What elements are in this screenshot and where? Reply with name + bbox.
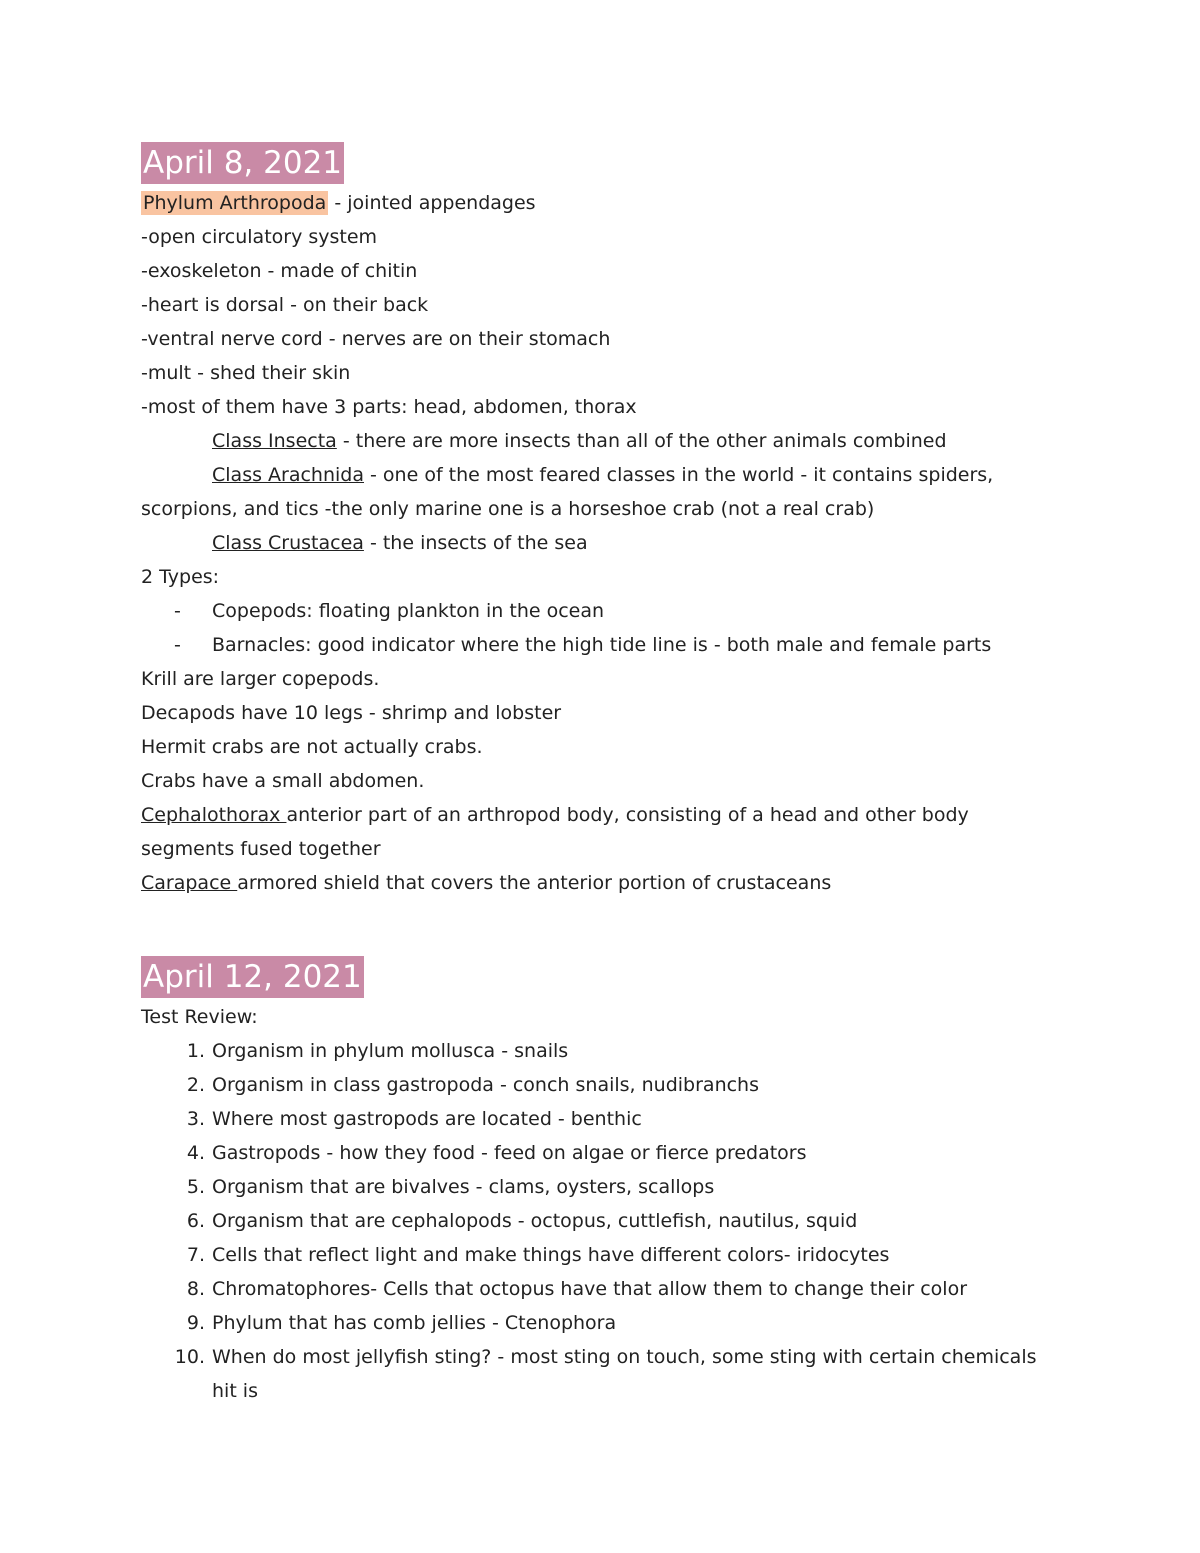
note-line: -heart is dorsal - on their back — [141, 294, 429, 316]
review-item — [141, 1068, 1061, 1102]
carapace-term: Carapace — [141, 872, 238, 894]
section-1-date: April 8, 2021 — [141, 142, 344, 184]
review-item-number: 3. — [186, 1108, 205, 1130]
note-line: -most of them have 3 parts: head, abdomen, thorax — [141, 396, 637, 418]
phylum-description: - jointed appendages — [328, 192, 536, 214]
review-item-text: Where most gastropods are located - benthic — [212, 1108, 642, 1130]
review-item-number: 4. — [186, 1142, 205, 1164]
note-line: Krill are larger copepods. — [141, 668, 380, 690]
type-list-item — [141, 628, 1061, 662]
class-crustacea-description: - the insects of the sea — [363, 532, 588, 554]
test-review-label: Test Review: — [141, 1006, 258, 1028]
cephalothorax-continuation: segments fused together — [141, 838, 381, 860]
review-item — [141, 1136, 1061, 1170]
class-arachnida-line — [141, 458, 1061, 492]
section-spacer — [141, 900, 1061, 954]
note-line: -exoskeleton - made of chitin — [141, 260, 418, 282]
review-item-number: 8. — [186, 1278, 205, 1300]
carapace-line — [141, 866, 1061, 900]
review-item-number: 2. — [186, 1074, 205, 1096]
bullet-dash: - — [174, 600, 181, 622]
note-line: Hermit crabs are not actually crabs. — [141, 736, 483, 758]
class-arachnida-continuation: scorpions, and tics -the only marine one is a horseshoe crab (not a real crab) — [141, 498, 875, 520]
type-text: Barnacles: good indicator where the high tide line is - both male and female parts — [212, 634, 992, 656]
review-item-number: 5. — [186, 1176, 205, 1198]
section-2-date: April 12, 2021 — [141, 956, 364, 998]
section-1-date-row — [141, 140, 1061, 186]
review-item-text: Organism that are bivalves - clams, oysters, scallops — [212, 1176, 715, 1198]
types-label: 2 Types: — [141, 566, 220, 588]
review-item — [141, 1340, 1061, 1408]
review-item-text: Cells that reflect light and make things have different colors- iridocytes — [212, 1244, 890, 1266]
carapace-definition: armored shield that covers the anterior portion of crustaceans — [237, 872, 832, 894]
class-insecta-line — [141, 424, 1061, 458]
cephalothorax-term: Cephalothorax — [141, 804, 287, 826]
review-item-text: Organism in phylum mollusca - snails — [212, 1040, 569, 1062]
class-insecta-description: - there are more insects than all of the other animals combined — [336, 430, 947, 452]
phylum-term: Phylum Arthropoda — [143, 192, 327, 214]
type-list-item — [141, 594, 1061, 628]
class-arachnida-term: Class Arachnida — [212, 464, 364, 486]
review-item-text: Phylum that has comb jellies - Ctenophora — [212, 1312, 617, 1334]
note-line: Decapods have 10 legs - shrimp and lobster — [141, 702, 562, 724]
notes-page — [141, 140, 1061, 1408]
note-line: -open circulatory system — [141, 226, 378, 248]
review-item-text: When do most jellyfish sting? - most sting on touch, some sting with certain chemicals hit is — [212, 1346, 1037, 1402]
review-item-text: Organism that are cephalopods - octopus, cuttlefish, nautilus, squid — [212, 1210, 858, 1232]
class-crustacea-line — [141, 526, 1061, 560]
review-item-number: 7. — [186, 1244, 205, 1266]
bullet-dash: - — [174, 634, 181, 656]
note-line: Crabs have a small abdomen. — [141, 770, 425, 792]
class-insecta-term: Class Insecta — [212, 430, 337, 452]
phylum-line — [141, 186, 1061, 220]
review-item — [141, 1204, 1061, 1238]
review-item-text: Gastropods - how they food - feed on algae or fierce predators — [212, 1142, 807, 1164]
review-item — [141, 1306, 1061, 1340]
review-item-number: 6. — [186, 1210, 205, 1232]
class-arachnida-description: - one of the most feared classes in the world - it contains spiders, — [364, 464, 994, 486]
class-crustacea-term: Class Crustacea — [212, 532, 364, 554]
review-item — [141, 1102, 1061, 1136]
cephalothorax-definition: anterior part of an arthropod body, consisting of a head and other body — [286, 804, 969, 826]
review-item-number: 9. — [186, 1312, 205, 1334]
review-item-text: Chromatophores- Cells that octopus have that allow them to change their color — [212, 1278, 968, 1300]
note-line: -ventral nerve cord - nerves are on their stomach — [141, 328, 611, 350]
type-text: Copepods: floating plankton in the ocean — [212, 600, 605, 622]
review-item — [141, 1272, 1061, 1306]
review-item-number: 1. — [186, 1040, 205, 1062]
review-item-number: 10. — [174, 1346, 205, 1368]
cephalothorax-line — [141, 798, 1061, 832]
review-item-text: Organism in class gastropoda - conch snails, nudibranchs — [212, 1074, 759, 1096]
review-item — [141, 1238, 1061, 1272]
section-2-date-row — [141, 954, 1061, 1000]
review-item — [141, 1170, 1061, 1204]
review-item — [141, 1034, 1061, 1068]
note-line: -mult - shed their skin — [141, 362, 351, 384]
